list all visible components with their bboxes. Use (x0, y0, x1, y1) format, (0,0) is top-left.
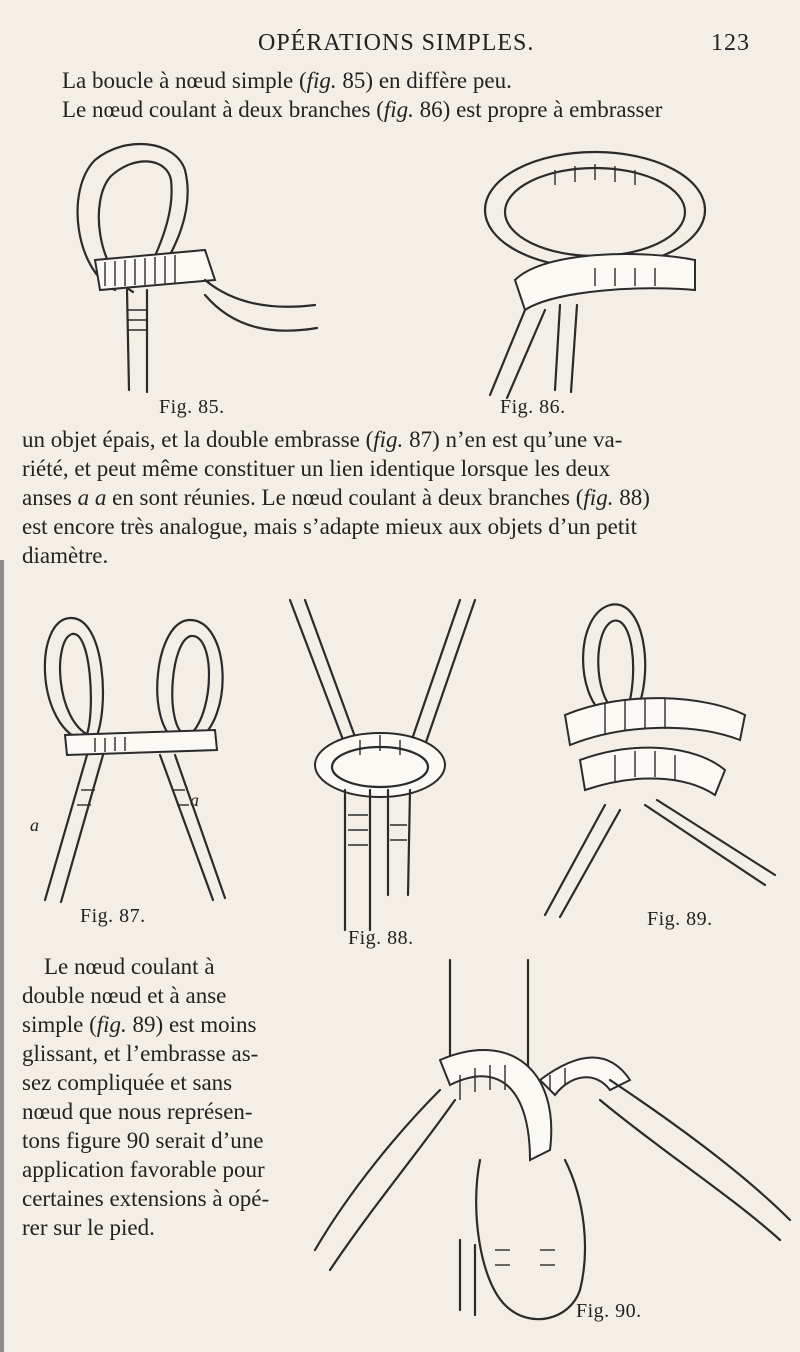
figure-85-caption: Fig. 85. (159, 396, 225, 418)
intro-line-2: Le nœud coulant à deux branches (fig. 86) est propre à embrasser (62, 97, 663, 122)
page-edge-shadow (0, 560, 4, 1352)
running-header (60, 30, 750, 60)
paragraph-2-line-1: un objet épais, et la double embrasse (fig. 87) n’en est qu’une va- (22, 427, 623, 452)
intro-line-1: La boucle à nœud simple (fig. 85) en diffère peu. (62, 68, 512, 93)
figure-86-caption: Fig. 86. (500, 396, 566, 418)
paragraph-2-line-5: diamètre. (22, 543, 109, 568)
paragraph-2-line-4: est encore très analogue, mais s’adapte mieux aux objets d’un petit (22, 514, 638, 539)
paragraph-2-line-3: anses a a en sont réunies. Le nœud coulant à deux branches (fig. 88) (22, 485, 650, 510)
figure-87-label-a-right: a (190, 790, 199, 810)
figure-88-caption: Fig. 88. (348, 927, 414, 949)
paragraph-3-line-2: double nœud et à anse (22, 983, 227, 1008)
figure-86-illustration (395, 140, 725, 400)
paragraph-2-line-2: riété, et peut même constituer un lien identique lorsque les deux (22, 456, 611, 481)
running-title: OPÉRATIONS SIMPLES. (258, 30, 535, 56)
page-number: 123 (711, 30, 750, 56)
paragraph-3-line-7: tons figure 90 serait d’une (22, 1128, 264, 1153)
figure-89-caption: Fig. 89. (647, 908, 713, 930)
paragraph-3 (22, 952, 307, 1242)
paragraph-3-line-5: sez compliquée et sans (22, 1070, 233, 1095)
figure-87-label-a-left: a (30, 815, 39, 835)
figure-85-illustration (55, 130, 325, 395)
paragraph-3-line-3: simple (fig. 89) est moins (22, 1012, 257, 1037)
paragraph-2 (22, 425, 772, 570)
figure-88-illustration (270, 595, 490, 930)
intro-text (62, 66, 772, 124)
paragraph-3-line-8: application favorable pour (22, 1157, 265, 1182)
paragraph-3-line-6: nœud que nous représen- (22, 1099, 253, 1124)
paragraph-3-line-9: certaines extensions à opé- (22, 1186, 270, 1211)
figure-90-illustration (310, 950, 795, 1335)
figure-87-caption: Fig. 87. (80, 905, 146, 927)
paragraph-3-line-10: rer sur le pied. (22, 1215, 155, 1240)
figure-89-illustration (535, 595, 780, 920)
paragraph-3-line-1: Le nœud coulant à (44, 954, 215, 979)
figure-87-illustration (25, 610, 250, 910)
paragraph-3-line-4: glissant, et l’embrasse as- (22, 1041, 259, 1066)
figure-90-caption: Fig. 90. (576, 1300, 642, 1322)
